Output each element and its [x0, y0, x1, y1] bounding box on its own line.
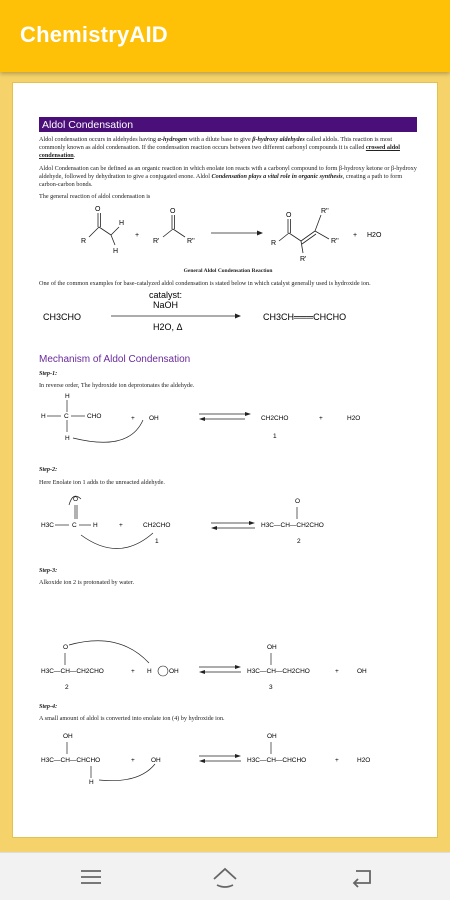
svg-text:+: + — [335, 668, 339, 676]
svg-text:+: + — [131, 756, 135, 764]
oxygen-label-3: O — [286, 212, 292, 220]
svg-text:OH: OH — [267, 732, 277, 740]
r2-label: R'' — [187, 238, 195, 246]
document-content — [39, 117, 417, 784]
svg-text:H: H — [147, 668, 152, 676]
reaction-caption: General Aldol Condensation Reaction — [183, 268, 273, 275]
svg-text:+: + — [131, 668, 135, 676]
svg-text:O: O — [73, 495, 79, 503]
svg-text:C: C — [64, 413, 69, 421]
svg-text:H2O: H2O — [357, 756, 371, 764]
catalyst-label: catalyst: — [149, 289, 183, 300]
svg-text:CH2CHO: CH2CHO — [143, 521, 171, 529]
svg-text:2: 2 — [65, 684, 69, 692]
section-heading: Aldol Condensation — [39, 117, 417, 132]
home-icon — [210, 865, 240, 889]
svg-text:OH: OH — [267, 644, 277, 652]
r2-label-3: R'' — [331, 238, 339, 246]
example-reaction-diagram — [39, 288, 417, 342]
reactant-formula: CH3CHO — [43, 311, 82, 322]
svg-text:H: H — [65, 435, 70, 443]
svg-text:+: + — [131, 415, 135, 423]
h-label-1: H — [119, 220, 125, 228]
crossed-aldol-link[interactable]: crossed aldol condensation — [39, 144, 400, 160]
svg-text:+: + — [319, 415, 323, 423]
svg-text:+: + — [335, 756, 339, 764]
app-title: ChemistryAID — [20, 22, 168, 47]
water-label: H2O — [367, 232, 382, 240]
svg-text:H3C—CH—CHCHO: H3C—CH—CHCHO — [247, 756, 307, 764]
step1-text: In reverse order, The hydroxide ion deprotonates the aldehyde. — [39, 382, 195, 390]
step4-text: A small amount of aldol is converted into enolate ion (4) by hydroxide ion. — [39, 715, 225, 723]
oxygen-label: O — [95, 206, 101, 214]
catalyst-name: NaOH — [153, 299, 179, 310]
system-nav-bar — [0, 852, 450, 900]
svg-text:OH: OH — [151, 756, 161, 764]
svg-text:CH2CHO: CH2CHO — [261, 415, 289, 423]
svg-text:H3C—CH—CHCHO: H3C—CH—CHCHO — [41, 756, 101, 764]
step3-label: Step-3: — [39, 566, 58, 574]
r1-label: R' — [153, 238, 160, 246]
svg-text:H: H — [41, 413, 46, 421]
svg-text:C: C — [72, 521, 77, 529]
svg-text:H3C—CH—CH2CHO: H3C—CH—CH2CHO — [247, 668, 310, 676]
menu-icon — [76, 865, 106, 889]
r2-label-2: R'' — [321, 208, 329, 216]
svg-text:OH: OH — [63, 732, 73, 740]
document-page[interactable] — [12, 82, 438, 838]
svg-text:O: O — [295, 497, 301, 505]
svg-text:H: H — [93, 521, 98, 529]
svg-text:H3C—CH—CH2CHO: H3C—CH—CH2CHO — [261, 521, 324, 529]
r-label: R — [81, 238, 87, 246]
svg-text:CHO: CHO — [87, 413, 102, 421]
step2-label: Step-2: — [39, 466, 58, 474]
plus-sign-1: + — [135, 232, 140, 240]
svg-text:+: + — [119, 521, 123, 529]
step3-diagram — [39, 587, 417, 697]
svg-text:OH: OH — [149, 415, 159, 423]
r-label-2: R — [271, 240, 277, 248]
step1-diagram — [39, 390, 417, 460]
step4-diagram — [39, 724, 417, 784]
r1-label-2: R' — [300, 256, 307, 264]
step1-label: Step-1: — [39, 370, 58, 378]
svg-text:OH: OH — [169, 668, 179, 676]
plus-sign-2: + — [353, 232, 358, 240]
svg-text:1: 1 — [155, 537, 159, 545]
example-paragraph: One of the common examples for base-catalyzed aldol condensation is stated below in which catalyst generally used is hydroxide ion. — [39, 279, 371, 287]
product-formula: CH3CH═══CHCHO — [263, 311, 347, 322]
svg-text:H: H — [65, 393, 70, 401]
home-button[interactable] — [210, 865, 240, 889]
definition-paragraph: Aldol Condensation can be defined as an organic reaction in which enolate ion reacts with a carbonyl compound to form β-hydroxy ketone or β-hydroxy aldehyde, followed by dehydration to give a conjugated enone. Aldol Condensation plays a vital role in organic synthesis, creating a path to form carbon-carbon bonds. — [39, 164, 417, 189]
svg-text:O: O — [63, 644, 69, 652]
svg-text:OH: OH — [357, 668, 367, 676]
step4-label: Step-4: — [39, 703, 58, 711]
svg-text:2: 2 — [297, 537, 301, 545]
back-button[interactable] — [346, 865, 376, 889]
oxygen-label-2: O — [170, 208, 176, 216]
step2-text: Here Enolate ion 1 adds to the unreacted aldehyde. — [39, 478, 165, 486]
app-bar — [0, 0, 450, 72]
general-reaction-diagram — [39, 201, 417, 267]
conditions-label: H2O, Δ — [153, 321, 183, 332]
svg-text:H2O: H2O — [347, 415, 361, 423]
mechanism-heading: Mechanism of Aldol Condensation — [39, 353, 191, 365]
step2-diagram — [39, 487, 417, 561]
svg-text:H3C—CH—CH2CHO: H3C—CH—CH2CHO — [41, 668, 104, 676]
step3-text: Alkoxide ion 2 is protonated by water. — [39, 579, 135, 587]
h-label-2: H — [113, 248, 119, 256]
svg-text:1: 1 — [273, 433, 277, 441]
menu-button[interactable] — [76, 865, 106, 889]
intro-paragraph: Aldol condensation occurs in aldehydes having α-hydrogen with a dilute base to give β-hydroxy aldehydes called aldols. This reaction is most commonly known as aldol condensation. If the condensation reaction occurs between two different carbonyl compounds it is called crossed aldol condensation. — [39, 136, 400, 160]
svg-text:3: 3 — [269, 684, 273, 692]
svg-text:H3C: H3C — [41, 521, 55, 529]
back-icon — [346, 865, 376, 889]
general-reaction-intro: The general reaction of aldol condensation is — [39, 193, 151, 201]
svg-text:H: H — [89, 778, 94, 784]
